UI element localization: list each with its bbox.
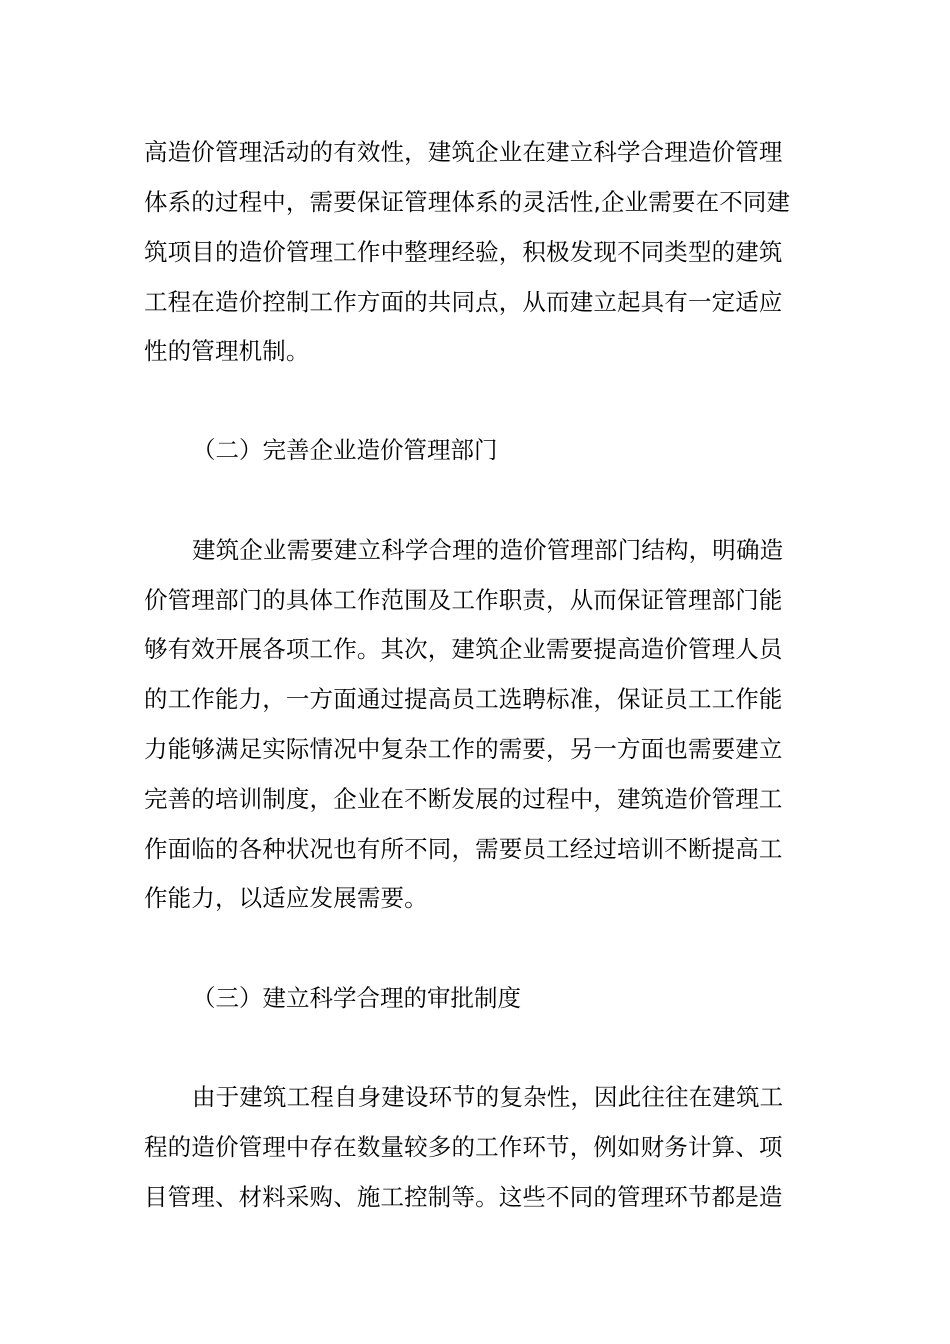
paragraph-3-line-1: 由于建筑工程自身建设环节的复杂性，因此往往在建筑工 <box>192 1083 784 1111</box>
paragraph-1-line-2: 体系的过程中，需要保证管理体系的灵活性,企业需要在不同建 <box>144 188 791 216</box>
paragraph-2-line-6: 完善的培训制度，企业在不断发展的过程中，建筑造价管理工 <box>144 785 783 813</box>
paragraph-2-line-3: 够有效开展各项工作。其次，建筑企业需要提高造价管理人员 <box>144 635 783 663</box>
paragraph-2-line-5: 力能够满足实际情况中复杂工作的需要，另一方面也需要建立 <box>144 735 783 763</box>
paragraph-1-line-5: 性的管理机制。 <box>144 337 310 365</box>
paragraph-2-line-4: 的工作能力，一方面通过提高员工选聘标准，保证员工工作能 <box>144 685 783 713</box>
paragraph-1-line-3: 筑项目的造价管理工作中整理经验，积极发现不同类型的建筑 <box>144 238 783 266</box>
paragraph-3-line-3: 目管理、材料采购、施工控制等。这些不同的管理环节都是造 <box>144 1183 783 1211</box>
paragraph-2-line-1: 建筑企业需要建立科学合理的造价管理部门结构，明确造 <box>192 536 784 564</box>
paragraph-1-line-1: 高造价管理活动的有效性，建筑企业在建立科学合理造价管理 <box>144 138 783 166</box>
paragraph-1-line-4: 工程在造价控制工作方面的共同点，从而建立起具有一定适应 <box>144 288 783 316</box>
paragraph-2-line-7: 作面临的各种状况也有所不同，需要员工经过培训不断提高工 <box>144 835 783 863</box>
section-heading-2: （二）完善企业造价管理部门 <box>192 436 498 464</box>
paragraph-3-line-2: 程的造价管理中存在数量较多的工作环节，例如财务计算、项 <box>144 1133 783 1161</box>
section-heading-3: （三）建立科学合理的审批制度 <box>192 984 521 1012</box>
paragraph-2-line-8: 作能力，以适应发展需要。 <box>144 884 428 912</box>
paragraph-2-line-2: 价管理部门的具体工作范围及工作职责，从而保证管理部门能 <box>144 586 783 614</box>
